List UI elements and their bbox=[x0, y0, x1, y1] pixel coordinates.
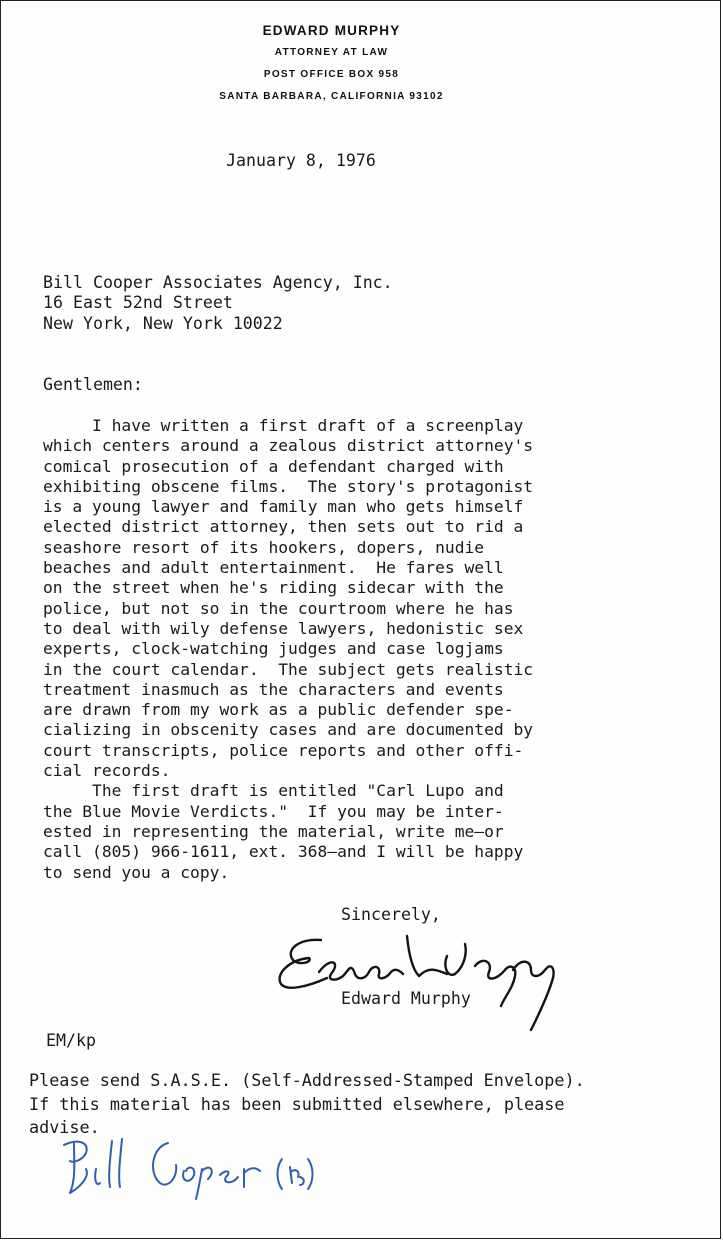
body-line: comical prosecution of a defendant charged with bbox=[43, 456, 504, 476]
body-line: on the street when he's riding sidecar with the bbox=[43, 578, 504, 598]
body-line: in the court calendar. The subject gets realistic bbox=[43, 659, 534, 679]
footer-line: advise. bbox=[29, 1117, 100, 1137]
signature-edward-murphy bbox=[269, 926, 569, 1036]
body-line: is a young lawyer and family man who gets himself bbox=[43, 497, 524, 517]
body-line: beaches and adult entertainment. He fares well bbox=[43, 558, 504, 578]
body-line: call (805) 966-1611, ext. 368—and I will be happy bbox=[43, 842, 524, 862]
body-line: seashore resort of its hookers, dopers, nudie bbox=[43, 537, 485, 557]
body-line: are drawn from my work as a public defender spe- bbox=[43, 700, 514, 720]
handwritten-signature-bill-cooper bbox=[56, 1131, 316, 1201]
letterhead-title: ATTORNEY AT LAW bbox=[274, 47, 389, 58]
recipient-line: 16 East 52nd Street bbox=[43, 293, 233, 313]
body-line: The first draft is entitled "Carl Lupo and bbox=[43, 781, 504, 801]
body-line: court transcripts, police reports and other offi- bbox=[43, 740, 524, 760]
body-line: treatment inasmuch as the characters and events bbox=[43, 679, 504, 699]
letterhead-city: SANTA BARBARA, CALIFORNIA 93102 bbox=[219, 91, 444, 102]
body-line: exhibiting obscene films. The story's protagonist bbox=[43, 476, 534, 496]
body-line: to deal with wily defense lawyers, hedonistic sex bbox=[43, 618, 524, 638]
recipient-line: Bill Cooper Associates Agency, Inc. bbox=[43, 273, 393, 292]
letterhead-po-box: POST OFFICE BOX 958 bbox=[263, 69, 400, 80]
body-line: cial records. bbox=[43, 761, 171, 781]
body-line: which centers around a zealous district attorney's bbox=[43, 436, 534, 456]
typist-initials: EM/kp bbox=[46, 1031, 96, 1050]
letterhead-name: EDWARD MURPHY bbox=[262, 23, 401, 38]
typed-name: Edward Murphy bbox=[341, 989, 471, 1008]
body-line: experts, clock-watching judges and case logjams bbox=[43, 639, 504, 659]
footer-note bbox=[29, 1069, 585, 1140]
recipient-address bbox=[43, 273, 393, 334]
recipient-line: New York, New York 10022 bbox=[43, 313, 283, 333]
closing: Sincerely, bbox=[341, 905, 441, 924]
body-line: elected district attorney, then sets out to rid a bbox=[43, 517, 524, 537]
body-line: cializing in obscenity cases and are documented by bbox=[43, 720, 534, 740]
letter-body bbox=[43, 416, 533, 883]
body-line: ested in representing the material, write me—or bbox=[43, 821, 504, 841]
letter-date: January 8, 1976 bbox=[226, 151, 376, 170]
salutation: Gentlemen: bbox=[43, 375, 143, 394]
body-line: police, but not so in the courtroom where he has bbox=[43, 598, 514, 618]
footer-line: Please send S.A.S.E. (Self-Addressed-Stamped Envelope). bbox=[29, 1070, 585, 1090]
body-line: I have written a first draft of a screenplay bbox=[43, 416, 524, 435]
body-line: the Blue Movie Verdicts." If you may be inter- bbox=[43, 801, 504, 821]
body-line: to send you a copy. bbox=[43, 862, 230, 882]
footer-line: If this material has been submitted elsewhere, please bbox=[29, 1093, 565, 1114]
